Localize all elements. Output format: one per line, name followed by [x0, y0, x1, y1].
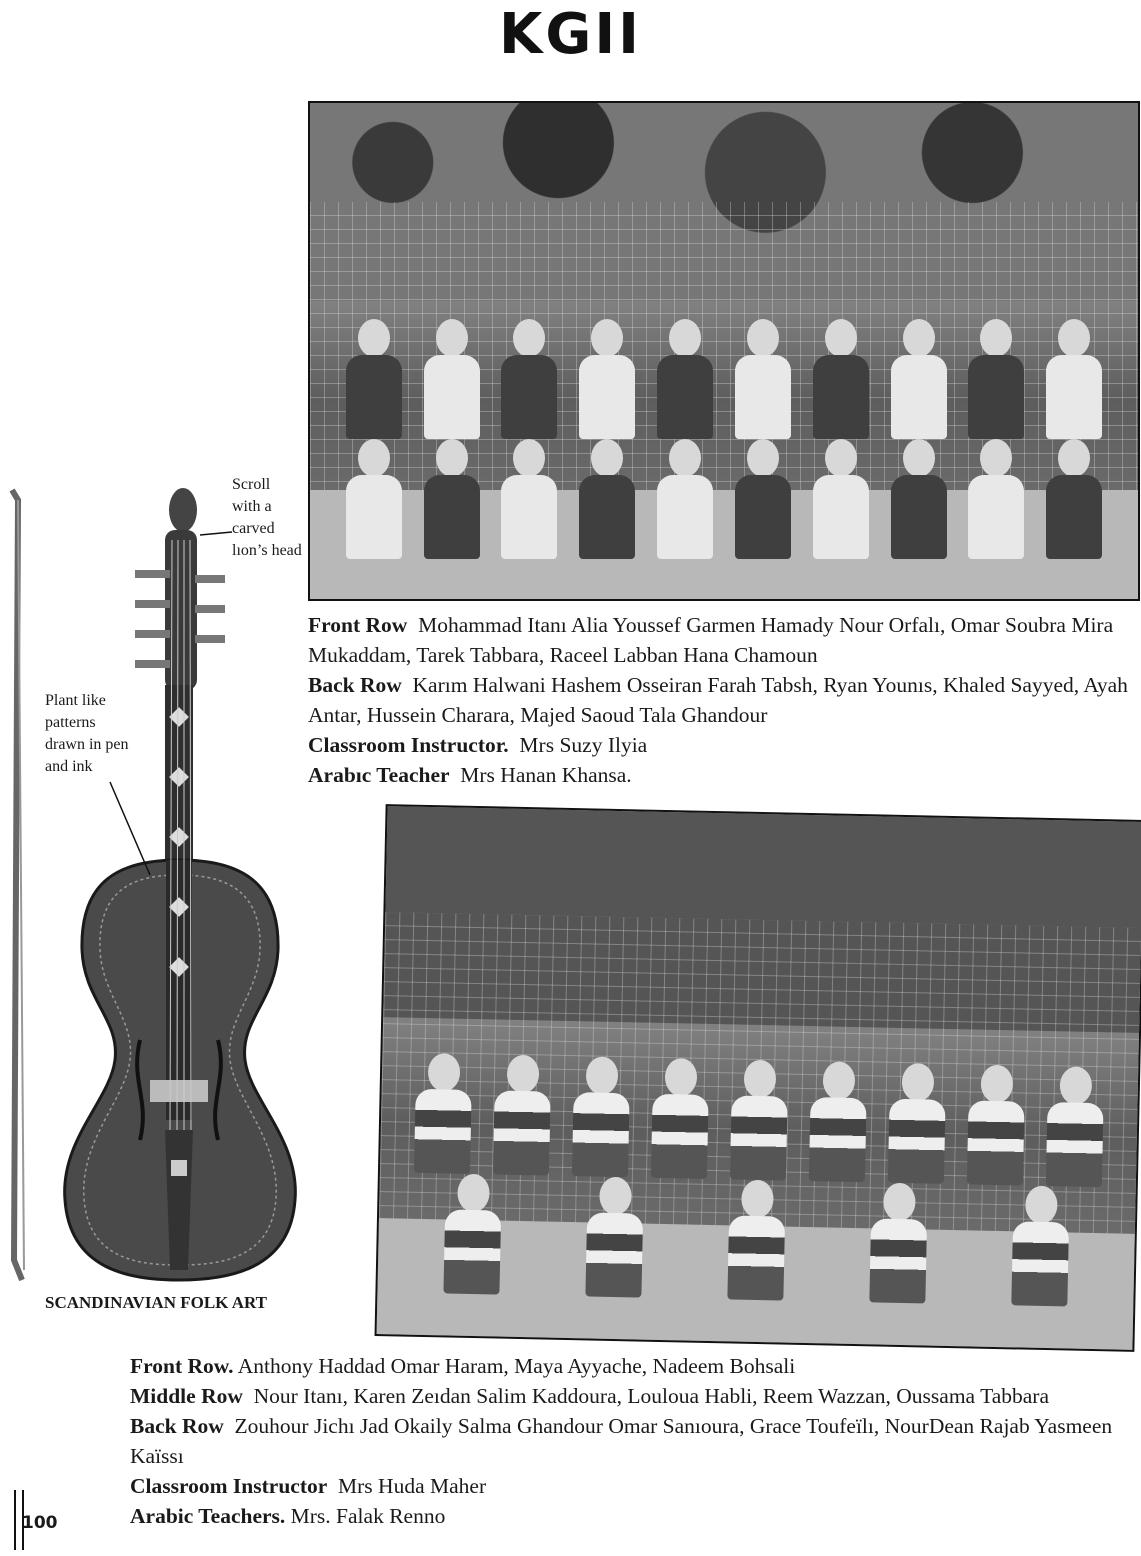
- students-group: [400, 933, 1118, 1307]
- violin-caption: SCANDINAVIAN FOLK ART: [45, 1293, 268, 1312]
- scroll-annotation: Scroll with a carved lıon’s head: [232, 476, 302, 559]
- caption-line: Back Row Zouhour Jichı Jad Okaily Salma Ghandour Omar Sanıoura, Grace Toufeïlı, NourDean Rajab Yasmeen Kaïssı: [130, 1414, 1113, 1468]
- photo1-caption: [308, 610, 1128, 790]
- page-title: KGII: [498, 2, 643, 67]
- class-photo-1: [308, 101, 1140, 601]
- caption-line: Classroom Instructor Mrs Huda Maher: [130, 1474, 487, 1498]
- caption-line: Front Row. Anthony Haddad Omar Haram, Maya Ayyache, Nadeem Bohsali: [130, 1354, 796, 1378]
- caption-line: Back Row Karım Halwani Hashem Osseiran Farah Tabsh, Ryan Younıs, Khaled Sayyed, Ayah Antar, Hussein Charara, Majed Saoud Tala Ghandour: [308, 673, 1128, 727]
- class-photo-2: [375, 804, 1141, 1352]
- photo2-caption: [130, 1351, 1130, 1531]
- page-number: 100: [22, 1513, 58, 1533]
- caption-line: Classroom Instructor. Mrs Suzy Ilyia: [308, 733, 648, 757]
- violin-illustration: [0, 480, 310, 1300]
- students-group: [335, 222, 1113, 559]
- caption-line: Arabic Teachers. Mrs. Falak Renno: [130, 1504, 446, 1528]
- plant-patterns-annotation: Plant like patterns drawn in pen and ink: [45, 692, 129, 775]
- caption-line: Middle Row Nour Itanı, Karen Zeıdan Salim Kaddoura, Louloua Habli, Reem Wazzan, Oussama Tabbara: [130, 1384, 1050, 1408]
- caption-line: Front Row Mohammad Itanı Alia Youssef Garmen Hamady Nour Orfalı, Omar Soubra Mira Mukaddam, Tarek Tabbara, Raceel Labban Hana Chamoun: [308, 613, 1114, 667]
- caption-line: Arabıc Teacher Mrs Hanan Khansa.: [308, 763, 632, 787]
